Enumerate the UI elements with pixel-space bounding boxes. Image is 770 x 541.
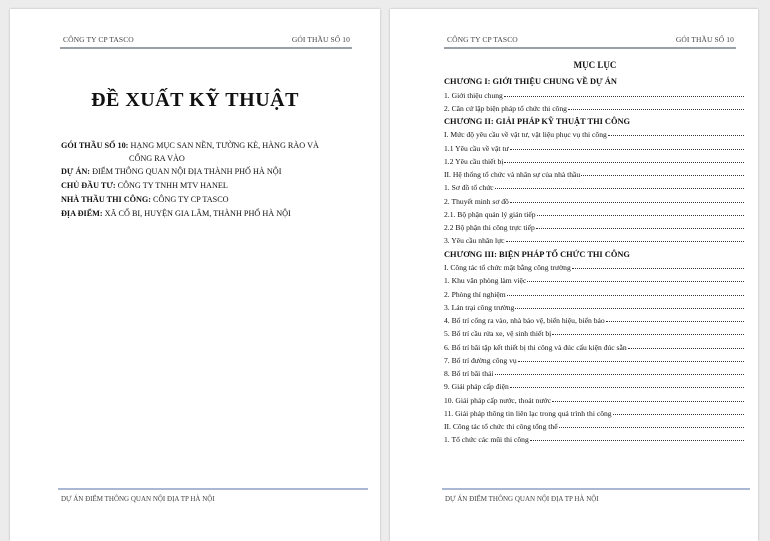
toc-heading: MỤC LỤC xyxy=(573,60,617,70)
toc-entry[interactable]: 2. Căn cứ lập biện pháp tổ chức thi công xyxy=(444,100,746,113)
toc-entry[interactable]: 4. Bố trí cổng ra vào, nhà bảo vệ, biển hiệu, biển báo xyxy=(444,312,746,325)
toc-entry[interactable]: I. Mức độ yêu cầu về vật tư, vật liệu phục vụ thi công xyxy=(444,126,746,139)
toc-entry[interactable]: 1. Sơ đồ tổ chức xyxy=(444,179,746,192)
toc-entry[interactable]: 2.1. Bộ phận quản lý gián tiếp xyxy=(444,206,746,219)
toc-entry[interactable]: 1. Tổ chức các mũi thi công xyxy=(444,431,746,444)
page-footer xyxy=(58,488,368,503)
info-owner: CHỦ ĐẦU TƯ: CÔNG TY TNHH MTV HANEL xyxy=(61,181,228,190)
header-package: GÓI THẦU SỐ 10 xyxy=(291,35,350,44)
page-header xyxy=(444,35,736,49)
page-header xyxy=(60,35,352,49)
header-company: CÔNG TY CP TASCO xyxy=(447,35,518,44)
table-of-contents xyxy=(444,59,746,444)
cover-page xyxy=(10,9,380,541)
toc-entry[interactable]: 7. Bố trí đường công vụ xyxy=(444,352,746,365)
toc-entry[interactable]: 1.2 Yêu cầu thiết bị xyxy=(444,153,746,166)
toc-entry[interactable]: 3. Lán trại công trường xyxy=(444,299,746,312)
cover-info xyxy=(61,139,360,221)
header-package: GÓI THẦU SỐ 10 xyxy=(675,35,734,44)
info-package-cont: CỔNG RA VÀO xyxy=(129,154,185,163)
info-package: GÓI THẦU SỐ 10: HẠNG MỤC SAN NỀN, TƯỜNG KÈ, HÀNG RÀO VÀ xyxy=(61,141,319,150)
footer-project: DỰ ÁN ĐIỂM THÔNG QUAN NỘI ĐỊA TP HÀ NỘI xyxy=(61,495,215,503)
toc-entry[interactable]: 3. Yêu cầu nhân lực xyxy=(444,232,746,245)
toc-entry[interactable]: 9. Giải pháp cấp điện xyxy=(444,378,746,391)
toc-entry[interactable]: 6. Bố trí bãi tập kết thiết bị thi công và đúc cấu kiện đúc sẵn xyxy=(444,338,746,351)
toc-page xyxy=(390,9,758,541)
page-footer xyxy=(442,488,750,503)
toc-chapter[interactable]: CHƯƠNG I: GIỚI THIỆU CHUNG VỀ DỰ ÁN xyxy=(444,77,617,87)
toc-entry[interactable]: 2. Phòng thí nghiệm xyxy=(444,285,746,298)
toc-entry[interactable]: I. Công tác tổ chức mặt bằng công trường xyxy=(444,259,746,272)
toc-entry[interactable]: II. Công tác tổ chức thi công tổng thể xyxy=(444,418,746,431)
toc-entry[interactable]: 1. Giới thiệu chung xyxy=(444,86,746,99)
toc-entry[interactable]: 2.2 Bộ phận thi công trực tiếp xyxy=(444,219,746,232)
toc-chapter[interactable]: CHƯƠNG III: BIỆN PHÁP TỔ CHỨC THI CÔNG xyxy=(444,249,630,259)
toc-entry[interactable]: 11. Giải pháp thông tin liên lạc trong quá trình thi công xyxy=(444,405,746,418)
toc-entry[interactable]: II. Hệ thống tổ chức và nhân sự của nhà thầu xyxy=(444,166,746,179)
toc-entry[interactable]: 1.1 Yêu cầu về vật tư xyxy=(444,139,746,152)
info-location: ĐỊA ĐIỂM: XÃ CỔ BI, HUYỆN GIA LÂM, THÀNH PHỐ HÀ NỘI xyxy=(61,209,291,218)
footer-project: DỰ ÁN ĐIỂM THÔNG QUAN NỘI ĐỊA TP HÀ NỘI xyxy=(445,495,599,503)
header-company: CÔNG TY CP TASCO xyxy=(63,35,134,44)
toc-entry[interactable]: 2. Thuyết minh sơ đồ xyxy=(444,192,746,205)
info-project: DỰ ÁN: ĐIỂM THÔNG QUAN NỘI ĐỊA THÀNH PHỐ HÀ NỘI xyxy=(61,167,282,176)
document-title: ĐỀ XUẤT KỸ THUẬT xyxy=(91,89,299,111)
toc-entry[interactable]: 1. Khu văn phòng làm việc xyxy=(444,272,746,285)
toc-entry[interactable]: 5. Bố trí cầu rửa xe, vệ sinh thiết bị xyxy=(444,325,746,338)
info-contractor: NHÀ THẦU THI CÔNG: CÔNG TY CP TASCO xyxy=(61,195,229,204)
toc-chapter[interactable]: CHƯƠNG II: GIẢI PHÁP KỸ THUẬT THI CÔNG xyxy=(444,117,631,127)
toc-entry[interactable]: 10. Giải pháp cấp nước, thoát nước xyxy=(444,391,746,404)
toc-entry[interactable]: 8. Bố trí bãi thải xyxy=(444,365,746,378)
